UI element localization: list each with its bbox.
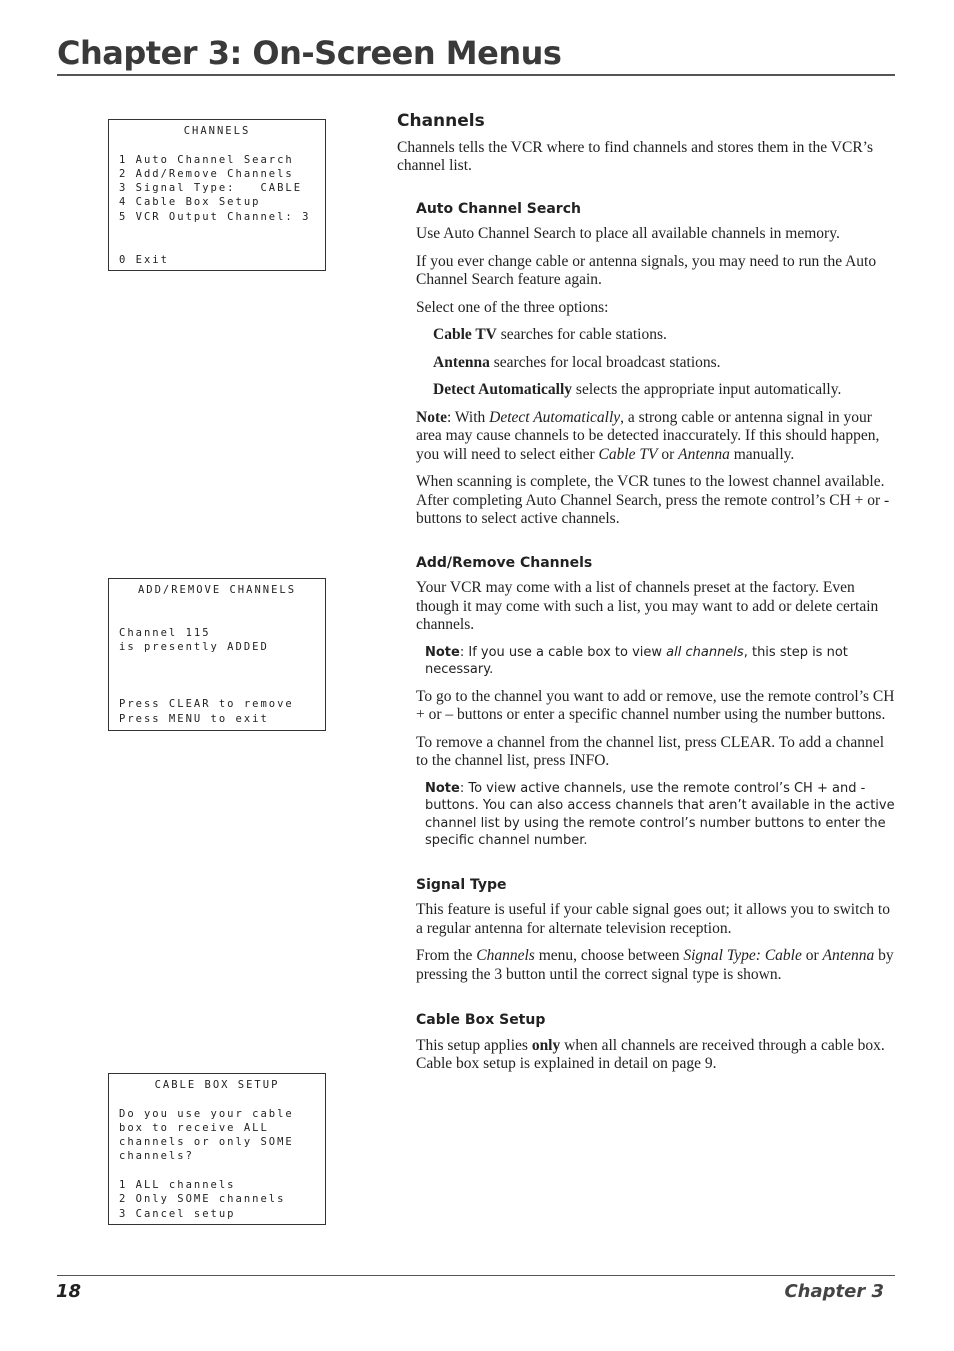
screen-line: Press MENU to exit xyxy=(119,712,269,725)
auto-channel-search xyxy=(416,186,897,529)
option-item: Cable TV searches for cable stations. xyxy=(433,326,667,343)
section-intro: Channels tells the VCR where to find channels and stores them in the VCR’s channel list. xyxy=(397,138,873,174)
cable-box-setup xyxy=(416,993,897,1074)
paragraph: Your VCR may come with a list of channels preset at the factory. Even though it may come with such a list, you may want to add or delete certain channels. xyxy=(416,579,879,633)
screen-title: CHANNELS xyxy=(183,125,251,137)
note: Note: If you use a cable box to view all channels, this step is not necessary. xyxy=(425,644,848,677)
main-content xyxy=(397,112,897,1083)
subsection-heading: Cable Box Setup xyxy=(416,1012,546,1028)
menu-line: 4 Cable Box Setup xyxy=(119,196,261,209)
paragraph: This setup applies only when all channels are received through a cable box. Cable box setup is explained in detail on page 9. xyxy=(416,1036,885,1072)
screen-title: ADD/REMOVE CHANNELS xyxy=(137,584,297,596)
paragraph: From the Channels menu, choose between Signal Type: Cable or Antenna by pressing the 3 button until the correct signal type is shown. xyxy=(416,947,894,983)
paragraph: If you ever change cable or antenna signals, you may need to run the Auto Channel Search feature again. xyxy=(416,252,877,288)
screen-option: 1 ALL channels xyxy=(119,1179,236,1192)
paragraph: To remove a channel from the channel list, press CLEAR. To add a channel to the channel list, press INFO. xyxy=(416,733,884,769)
note: Note: With Detect Automatically, a strong cable or antenna signal in your area may cause channels to be detected inaccurately. If this should happen, you will need to select either Cable TV or Antenna manually. xyxy=(416,408,880,463)
note: Note: To view active channels, use the remote control’s CH + and - buttons. You can also access channels that aren’t available in the active channel list by using the remote control’s number buttons to enter the specific channel number. xyxy=(425,780,895,848)
menu-exit: 0 Exit xyxy=(119,253,169,266)
screen-line: Do you use your cable xyxy=(119,1107,294,1120)
footer-rule xyxy=(57,1275,895,1276)
screen-title: CABLE BOX SETUP xyxy=(154,1079,280,1091)
paragraph: Select one of the three options: xyxy=(416,298,609,316)
cable-box-setup-screen xyxy=(108,1073,326,1225)
channels-menu-screen xyxy=(108,119,326,271)
screen-line: Channel 115 xyxy=(119,626,211,639)
screen-line: channels or only SOME xyxy=(119,1136,294,1149)
menu-line: 5 VCR Output Channel: 3 xyxy=(119,210,311,223)
subsection-heading: Auto Channel Search xyxy=(416,200,581,217)
screen-option: 3 Cancel setup xyxy=(119,1207,236,1220)
signal-type xyxy=(416,859,897,985)
screen-line: channels? xyxy=(119,1150,194,1163)
screen-line: Press CLEAR to remove xyxy=(119,698,294,711)
option-item: Detect Automatically selects the appropriate input automatically. xyxy=(433,381,842,398)
screen-line: is presently ADDED xyxy=(119,641,269,654)
add-remove-channels xyxy=(416,538,897,850)
page-number: 18 xyxy=(56,1281,82,1302)
add-remove-screen xyxy=(108,578,326,731)
menu-line: 1 Auto Channel Search xyxy=(119,153,294,166)
menu-line: 3 Signal Type: CABLE xyxy=(119,182,303,195)
screen-line: box to receive ALL xyxy=(119,1121,269,1134)
section-heading: Channels xyxy=(397,111,485,131)
chapter-title: Chapter 3: On-Screen Menus xyxy=(57,34,562,72)
paragraph: When scanning is complete, the VCR tunes to the lowest channel available. After completing Auto Channel Search, press the remote control’s CH + or - buttons to select active channels. xyxy=(416,473,890,527)
option-item: Antenna searches for local broadcast stations. xyxy=(433,353,721,371)
paragraph: Use Auto Channel Search to place all available channels in memory. xyxy=(416,225,840,242)
subsection-heading: Add/Remove Channels xyxy=(416,554,593,571)
subsection-heading: Signal Type xyxy=(416,876,507,893)
paragraph: To go to the channel you want to add or remove, use the remote control’s CH + or – buttons or enter a specific channel number using the number buttons. xyxy=(416,687,895,723)
screen-option: 2 Only SOME channels xyxy=(119,1193,286,1206)
header-rule xyxy=(57,74,895,76)
menu-line: 2 Add/Remove Channels xyxy=(119,167,294,180)
footer-chapter-label: Chapter 3 xyxy=(784,1281,884,1302)
paragraph: This feature is useful if your cable signal goes out; it allows you to switch to a regular antenna for alternate television reception. xyxy=(416,901,890,937)
